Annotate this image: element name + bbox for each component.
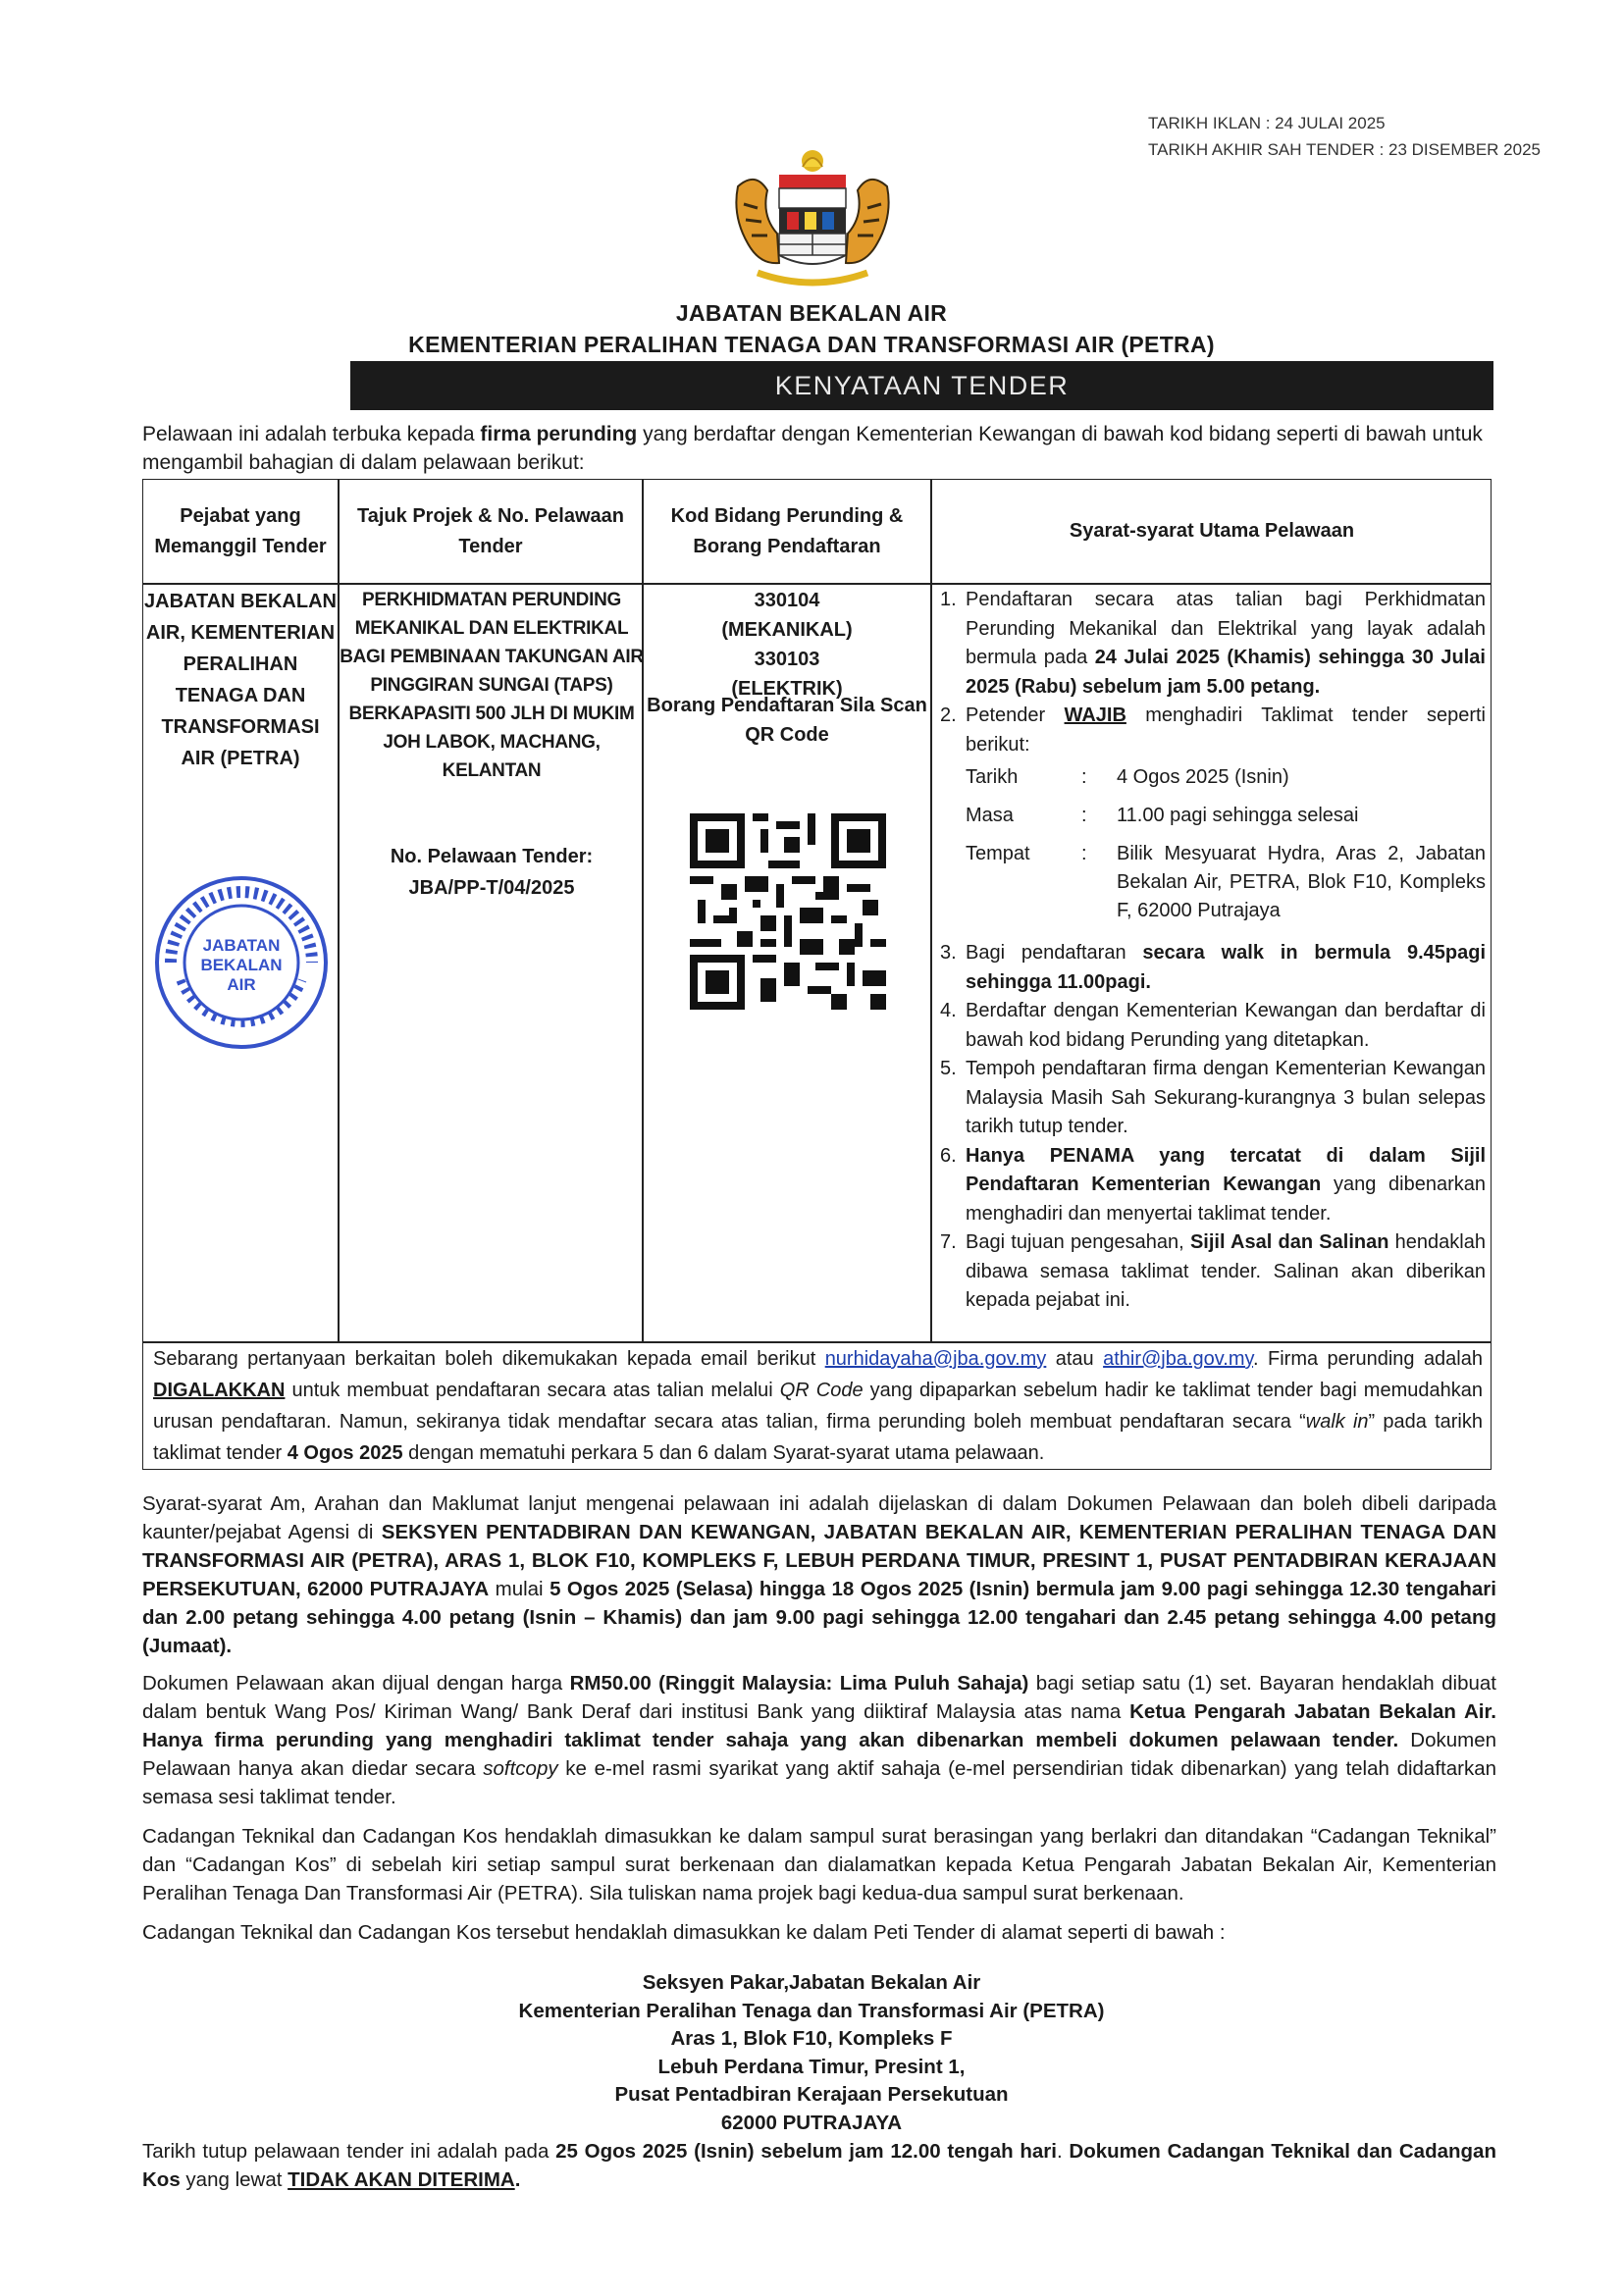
stamp-text: JABATAN (202, 936, 281, 955)
tender-box-paragraph: Cadangan Teknikal dan Cadangan Kos tersebut hendaklah dimasukkan ke dalam Peti Tender di alamat seperti di bawah : (142, 1921, 1226, 1944)
enquiry-note: Sebarang pertanyaan berkaitan boleh dikemukakan kepada email berikut nurhidayaha@jba.gov.my atau athir@jba.gov.my. Firma perunding adalah DIGALAKKAN untuk membuat pendaftaran secara atas talian melalui QR Code yang dipaparkan sebelum hadir ke taklimat tender bagi memudahkan urusan pendaftaran. Namun, sekiranya tidak mendaftar secara atas talian, firma perunding boleh membuat pendaftaran secara “walk in” pada tarikh taklimat tender 4 Ogos 2025 dengan mematuhi perkara 5 dan 6 dalam Syarat-syarat utama pelawaan. (153, 1348, 1483, 1464)
tender-number-block (340, 841, 644, 904)
registration-qr-code[interactable] (690, 813, 886, 1010)
department-name: JABATAN BEKALAN AIR (675, 300, 948, 326)
general-conditions-paragraph: Syarat-syarat Am, Arahan dan Maklumat lanjut mengenai pelawaan ini adalah dijelaskan di dalam Dokumen Pelawaan dan boleh dibeli daripada kaunter/pejabat Agensi di SEKSYEN PENTADBIRAN DAN KEWANGAN, JABATAN BEKALAN AIR, KEMENTERIAN PERALIHAN TENAGA DAN TRANSFORMASI AIR (PETRA), ARAS 1, BLOK F10, KOMPLEKS F, LEBUH PERDANA TIMUR, PRESINT 1, PUSAT PENTADBIRAN KERAJAAN PERSEKUTUAN, 62000 PUTRAJAYA mulai 5 Ogos 2025 (Selasa) hingga 18 Ogos 2025 (Isnin) bermula jam 9.00 pagi sehingga 12.30 tengahari dan 2.00 petang sehingga 4.00 petang (Isnin – Khamis) dan jam 9.00 pagi sehingga 12.00 tengahari dan 2.45 petang sehingga 4.00 petang (Jumaat). (142, 1492, 1496, 1657)
address-line: Kementerian Peralihan Tenaga dan Transformasi Air (PETRA) (518, 1999, 1105, 2022)
malaysia-coat-of-arms-icon (718, 147, 907, 294)
briefing-place: Bilik Mesyuarat Hydra, Aras 2, Jabatan Bekalan Air, PETRA, Blok F10, Kompleks F, 62000 Putrajaya (1117, 843, 1486, 921)
intro-paragraph: Pelawaan ini adalah terbuka kepada firma perunding yang berdaftar dengan Kementerian Kewangan di bawah kod bidang seperti di bawah untuk mengambil bahagian di dalam pelawaan berikut: (142, 423, 1483, 474)
registration-form-note: Borang Pendaftaran Sila Scan QR Code (647, 695, 927, 746)
condition-1: 1. Pendaftaran secara atas talian bagi Perkhidmatan Perunding Mekanikal dan Elektrikal yang layak adalah bermula pada 24 Julai 2025 (Khamis) sehingga 30 Julai 2025 (Rabu) sebelum jam 5.00 petang. (940, 589, 1486, 698)
header-divider (143, 583, 1491, 585)
project-title: PERKHIDMATAN PERUNDING MEKANIKAL DAN ELEKTRIKAL BAGI PEMBINAAN TAKUNGAN AIR PINGGIRAN SUNGAI (TAPS) BERKAPASITI 500 JLH DI MUKIM JOH LABOK, MACHANG, KELANTAN (340, 590, 644, 781)
code-electrical: 330103 (754, 649, 820, 670)
ministry-name: KEMENTERIAN PERALIHAN TENAGA DAN TRANSFORMASI AIR (PETRA) (408, 332, 1215, 357)
address-line: Pusat Pentadbiran Kerajaan Persekutuan (614, 2083, 1009, 2106)
official-stamp (151, 872, 332, 1053)
notice-banner: KENYATAAN TENDER (350, 361, 1493, 410)
tender-number-label: No. Pelawaan Tender: (390, 846, 594, 867)
email-link[interactable]: nurhidayaha@jba.gov.my (824, 1348, 1047, 1370)
field-codes (644, 586, 930, 704)
condition-7: 7. Bagi tujuan pengesahan, Sijil Asal dan Salinan hendaklah dibawa semasa taklimat tender. Salinan akan diberikan kepada pejabat ini. (940, 1231, 1486, 1311)
header-conditions: Syarat-syarat Utama Pelawaan (1069, 520, 1355, 542)
tender-dates (1148, 110, 1541, 163)
tender-box-address (0, 1969, 1623, 2137)
code-mechanical-label: (MEKANIKAL) (721, 619, 853, 641)
col-divider (930, 480, 932, 1343)
condition-3: 3. Bagi pendaftaran secara walk in bermula 9.45pagi sehingga 11.00pagi. (940, 942, 1486, 993)
briefing-time-label: Masa (966, 805, 1014, 826)
code-electrical-label: (ELEKTRIK) (731, 678, 843, 700)
header-office: Pejabat yang Memanggil Tender (154, 504, 327, 557)
code-mechanical: 330104 (754, 590, 820, 611)
address-line: Lebuh Perdana Timur, Presint 1, (657, 2055, 966, 2078)
briefing-date: 4 Ogos 2025 (Isnin) (1117, 766, 1289, 788)
header-code: Kod Bidang Perunding & Borang Pendaftaran (670, 504, 904, 557)
main-conditions (936, 586, 1486, 1316)
tender-number: JBA/PP-T/04/2025 (408, 877, 575, 899)
document-price-paragraph: Dokumen Pelawaan akan dijual dengan harga RM50.00 (Ringgit Malaysia: Lima Puluh Sahaja) bagi setiap satu (1) set. Bayaran hendaklah dibuat dalam bentuk Wang Pos/ Kiriman Wang/ Bank Deraf dari institusi Bank yang diiktiraf Malaysia atas nama Ketua Pengarah Jabatan Bekalan Air. Hanya firma perunding yang menghadiri taklimat tender sahaja yang akan dibenarkan membeli dokumen pelawaan tender. Dokumen Pelawaan hanya akan diedar secara softcopy ke e-mel rasmi syarikat yang aktif sahaja (e-mel persendirian tidak dibenarkan) yang telah didaftarkan semasa sesi taklimat tender. (142, 1672, 1497, 1808)
validity-date: TARIKH AKHIR SAH TENDER : 23 DISEMBER 2025 (1148, 140, 1541, 159)
condition-5: 5. Tempoh pendaftaran firma dengan Kementerian Kewangan Malaysia Masih Sah Sekurang-kurangnya 3 bulan selepas tarikh tutup tender. (940, 1058, 1486, 1137)
ad-date: TARIKH IKLAN : 24 JULAI 2025 (1148, 114, 1386, 132)
tender-table (142, 479, 1492, 1470)
briefing-place-label: Tempat (966, 843, 1030, 864)
briefing-details: Tarikh : 4 Ogos 2025 (Isnin) Masa : 11.00 pagi sehingga selesai Tempat : Bilik Mesyuarat Hydra, Aras 2, Jabatan Bekalan Air, PETRA, Blok F10, Kompleks F, 62000 Putrajaya (966, 763, 1486, 935)
svg-text:BEKALAN: BEKALAN (200, 956, 283, 974)
briefing-date-label: Tarikh (966, 766, 1019, 788)
svg-text:AIR: AIR (227, 975, 256, 994)
address-line: 62000 PUTRAJAYA (720, 2111, 903, 2134)
submission-paragraph: Cadangan Teknikal dan Cadangan Kos hendaklah dimasukkan ke dalam sampul surat berasingan yang berlakri dan ditandakan “Cadangan Teknikal” dan “Cadangan Kos” di sebelah kiri setiap sampul surat berkenaan dan dialamatkan kepada Ketua Pengarah Jabatan Bekalan Air, Kementerian Peralihan Tenaga Dan Transformasi Air (PETRA). Sila tuliskan nama projek bagi kedua-dua sampul surat berkenaan. (142, 1825, 1496, 1905)
condition-4: 4. Berdaftar dengan Kementerian Kewangan dan berdaftar di bawah kod bidang Perunding yang ditetapkan. (940, 1000, 1486, 1051)
condition-6: 6. Hanya PENAMA yang tercatat di dalam Sijil Pendaftaran Kementerian Kewangan yang dibenarkan menghadiri dan menyertai taklimat tender. (940, 1144, 1487, 1225)
briefing-time: 11.00 pagi sehingga selesai (1117, 805, 1359, 826)
closing-date-paragraph: Tarikh tutup pelawaan tender ini adalah pada 25 Ogos 2025 (Isnin) sebelum jam 12.00 tengah hari. Dokumen Cadangan Teknikal dan Cadangan Kos yang lewat TIDAK AKAN DITERIMA. (142, 2140, 1496, 2191)
header-project: Tajuk Projek & No. Pelawaan Tender (357, 504, 624, 557)
calling-office: JABATAN BEKALAN AIR, KEMENTERIAN PERALIHAN TENAGA DAN TRANSFORMASI AIR (PETRA) (144, 591, 337, 769)
address-line: Aras 1, Blok F10, Kompleks F (670, 2027, 953, 2050)
address-line: Seksyen Pakar,Jabatan Bekalan Air (642, 1971, 981, 1994)
email-link[interactable]: athir@jba.gov.my (1103, 1348, 1254, 1370)
condition-2: 2. Petender WAJIB menghadiri Taklimat tender seperti berikut: Tarikh : 4 Ogos 2025 (Isnin) Masa : 11.00 pagi sehingga selesai Tempat : Bilik Mesyuarat Hydra, Aras 2, Jabatan Bekalan Air, PETRA, Blok F10, Kompleks F, 62000 Putrajaya (936, 702, 1486, 935)
